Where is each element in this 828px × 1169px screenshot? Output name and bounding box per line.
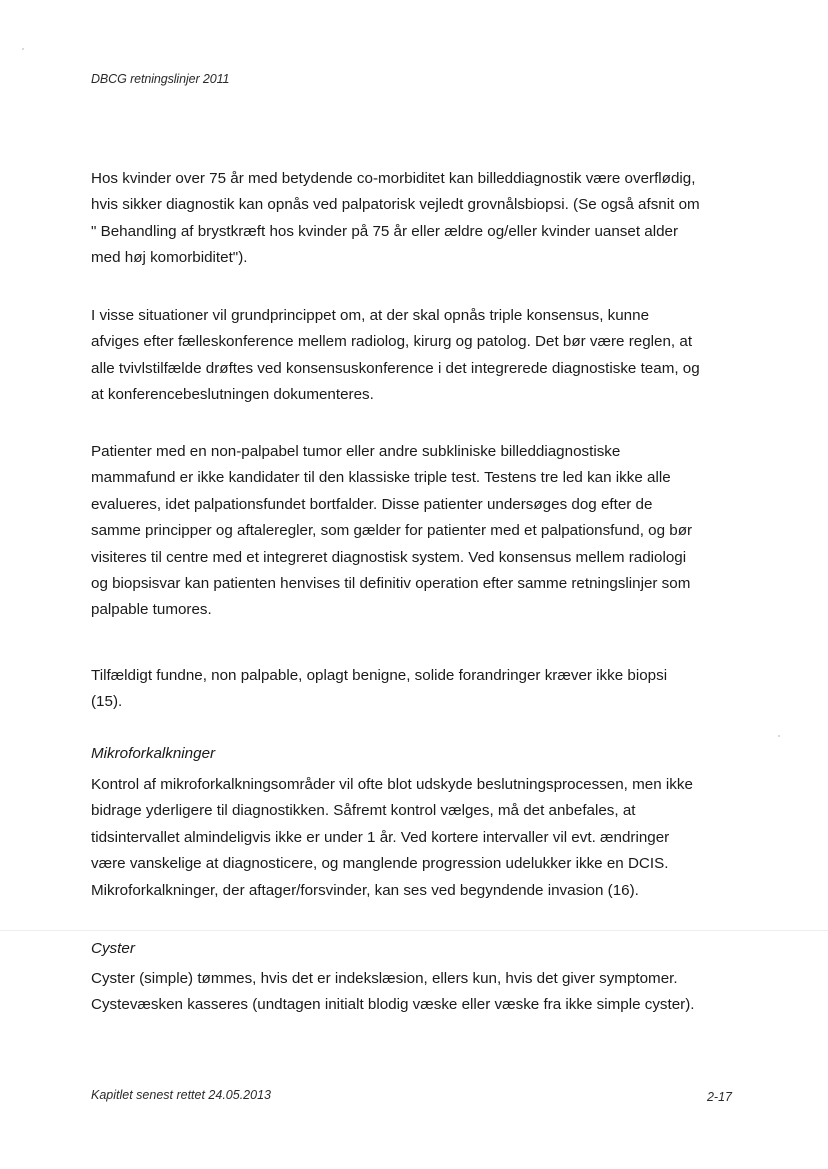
text-line: Cystevæsken kasseres (undtagen initialt blodig væske eller væske fra ikke simple cyster). [91,996,695,1014]
text-line: Cyster (simple) tømmes, hvis det er indekslæsion, ellers kun, hvis det giver symptomer. [91,970,678,987]
text-line: palpable tumores. [91,601,212,619]
text-line: I visse situationer vil grundprincippet om, at der skal opnås triple konsensus, kunne [91,307,650,324]
text-line: mammafund er ikke kandidater til den klassiske triple test. Testens tre led kan ikke alle [91,469,671,487]
text-line: Mikroforkalkninger, der aftager/forsvinder, kan ses ved begyndende invasion (16). [91,881,639,899]
section-body-cyster [91,966,741,1019]
text-line: at konferencebeslutningen dokumenteres. [91,386,374,404]
text-line: og biopsisvar kan patienten henvises til definitiv operation efter samme retningslinjer som [91,575,691,593]
text-line: bidrage yderligere til diagnostikken. Såfremt kontrol vælges, må det anbefales, at [91,802,636,820]
text-line: Hos kvinder over 75 år med betydende co-morbiditet kan billeddiagnostik være overflødig, [91,170,696,187]
running-header: DBCG retningslinjer 2011 [91,72,230,86]
section-heading-mikroforkalkninger: Mikroforkalkninger [91,745,216,762]
paragraph-elderly-imaging [91,166,741,272]
text-line: visiteres til centre med et integreret diagnostisk system. Ved konsensus mellem radiologi [91,548,687,566]
scan-speck [22,48,24,50]
section-heading-cyster: Cyster [91,940,135,957]
text-line: med høj komorbiditet"). [91,249,248,267]
scan-speck [778,735,780,737]
running-footer: Kapitlet senest rettet 24.05.2013 [91,1088,271,1102]
text-line: afviges efter fælleskonference mellem radiolog, kirurg og patolog. Det bør være reglen, at [91,333,693,351]
text-line: evalueres, idet palpationsfundet bortfalder. Disse patienter undersøges dog efter de [91,495,653,513]
text-line: Tilfældigt fundne, non palpable, oplagt benigne, solide forandringer kræver ikke biopsi [91,667,668,684]
text-line: hvis sikker diagnostik kan opnås ved palpatorisk vejledt grovnålsbiopsi. (Se også afsnit om [91,196,700,214]
text-line: (15). [91,693,123,711]
text-line: tidsintervallet almindeligvis ikke er under 1 år. Ved kortere intervaller vil evt. ændringer [91,828,670,846]
text-line: samme principper og aftaleregler, som gælder for patienter med et palpationsfund, og bør [91,522,693,540]
page-number: 2-17 [706,1090,732,1104]
paragraph-incidental-findings [91,663,741,716]
text-line: alle tvivlstilfælde drøftes ved konsensuskonference i det integrerede diagnostiske team, og [91,359,700,377]
scan-artifact-line [0,930,828,931]
text-line: Patienter med en non-palpabel tumor eller andre subkliniske billeddiagnostiske [91,443,621,460]
text-line: Kontrol af mikroforkalkningsområder vil ofte blot udskyde beslutningsprocessen, men ikke [91,776,693,793]
paragraph-non-palpable-tumor [91,439,741,624]
paragraph-triple-consensus [91,303,741,409]
text-line: " Behandling af brystkræft hos kvinder på 75 år eller ældre og/eller kvinder uanset alder [91,222,679,240]
text-line: være vanskelige at diagnosticere, og manglende progression udelukker ikke en DCIS. [91,855,669,873]
section-body-mikroforkalkninger [91,772,741,904]
